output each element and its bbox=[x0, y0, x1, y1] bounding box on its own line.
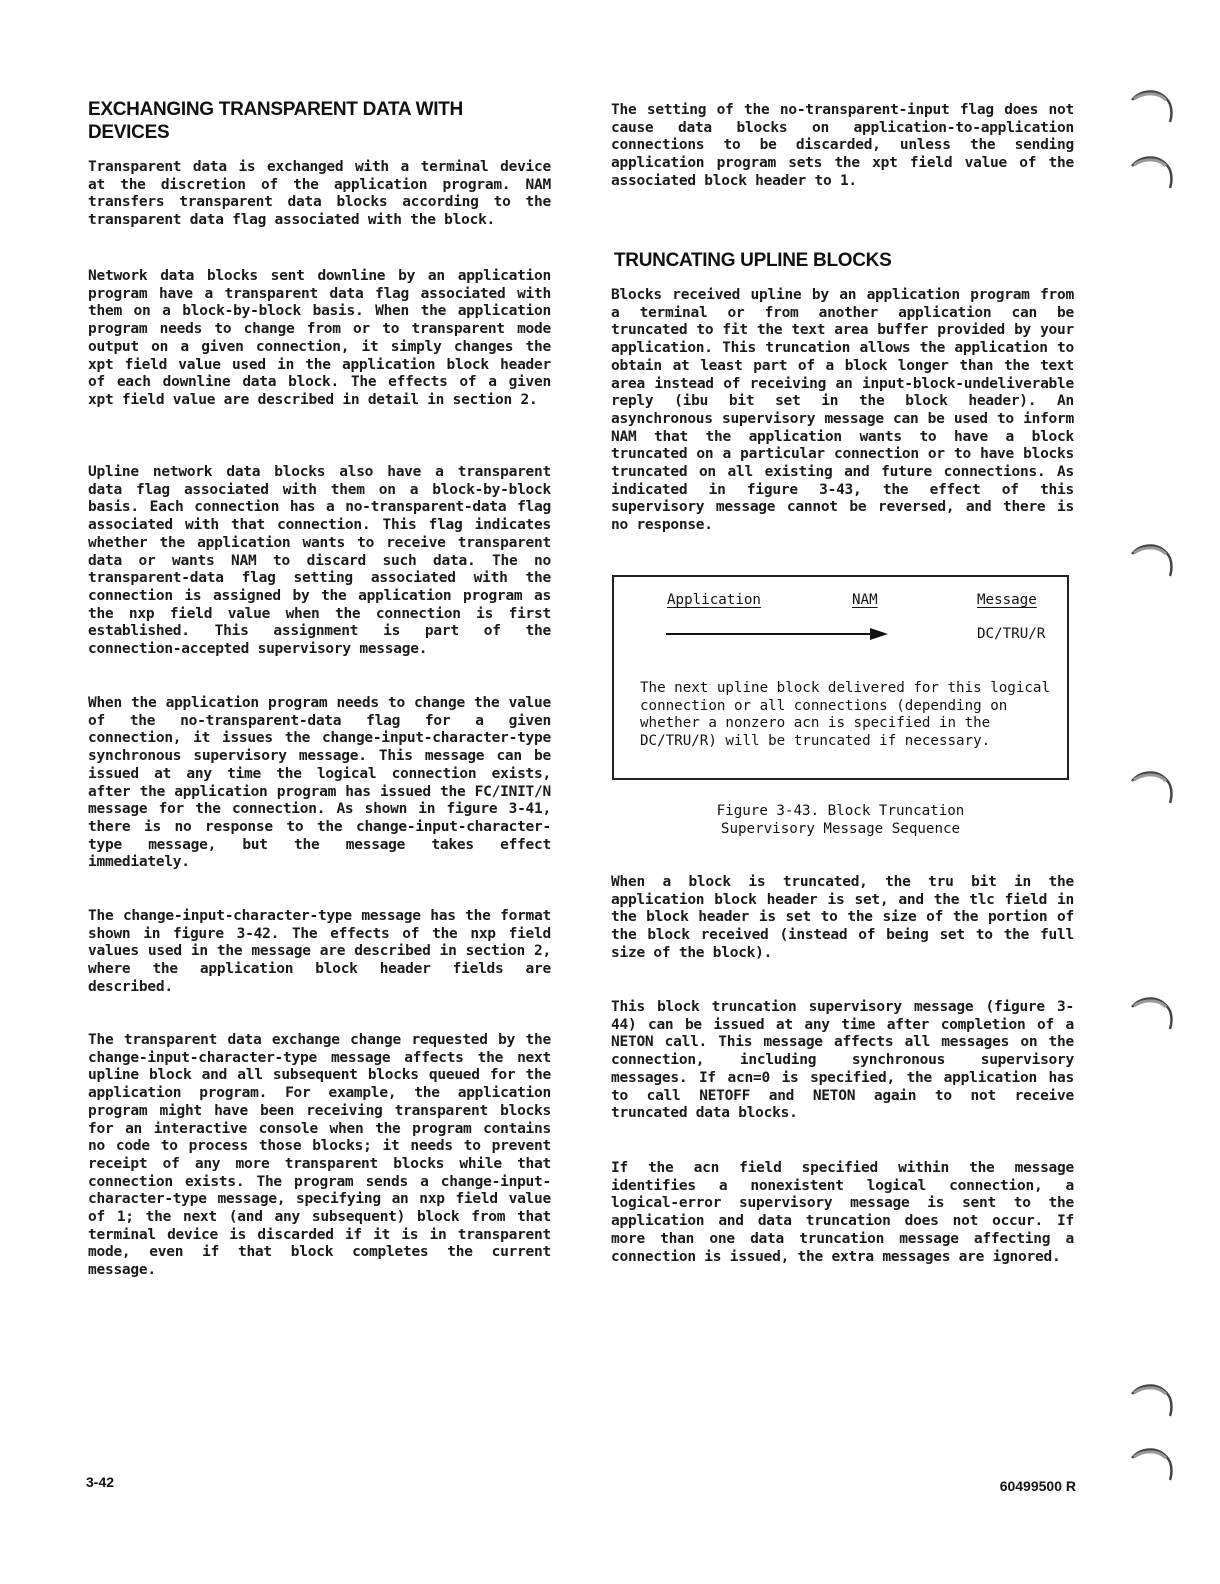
figure-column-message: Message bbox=[977, 592, 1037, 608]
binder-hole-icon bbox=[1130, 1380, 1176, 1420]
figure-caption-line-1: Figure 3-43. Block Truncation bbox=[716, 803, 965, 819]
left-paragraph-2: Network data blocks sent downline by an application program have a transparent data flag associated with them on a block-by-block basis. When the application program needs to change from or to transparent mode output on a given connection, it simply changes the xpt field value used in the application block header of each downline data block. The effects of a given xpt field value are described in detail in section 2. bbox=[88, 268, 551, 408]
binder-hole-icon bbox=[1130, 86, 1176, 126]
left-paragraph-4: When the application program needs to change the value of the no-transparent-data flag for a given connection, it issues the change-input-character-type synchronous supervisory message. This message can be issued at any time the logical connection exists, after the application program has issued the FC/INIT/N message for the connection. As shown in figure 3-41, there is no response to the change-input-character-type message, but the message takes effect immediately. bbox=[88, 695, 551, 871]
binder-hole-icon bbox=[1130, 540, 1176, 580]
figure-box bbox=[612, 575, 1069, 780]
figure-arrow-icon bbox=[666, 626, 888, 642]
figure-column-nam: NAM bbox=[852, 592, 878, 608]
binder-hole-icon bbox=[1130, 767, 1176, 807]
page-title: EXCHANGING TRANSPARENT DATA WITH DEVICES bbox=[88, 99, 463, 143]
right-paragraph-3: This block truncation supervisory message (figure 3-44) can be issued at any time after completion of a NETON call. This message affects all messages on the connection, including synchronous supervisory messages. If acn=0 is specified, the application has to call NETOFF and NETON again to not receive truncated data blocks. bbox=[611, 999, 1074, 1122]
binder-hole-icon bbox=[1130, 993, 1176, 1033]
figure-caption bbox=[612, 802, 1069, 838]
page-number: 3-42 bbox=[86, 1474, 115, 1490]
figure-description: The next upline block delivered for this logical connection or all connections (depending on whether a nonzero acn is specified in the DC/TRU/R) will be truncated if necessary. bbox=[640, 680, 1050, 749]
figure-message-code: DC/TRU/R bbox=[977, 626, 1046, 642]
figure-column-application: Application bbox=[667, 592, 761, 608]
left-paragraph-1: Transparent data is exchanged with a terminal device at the discretion of the application program. NAM transfers transparent data blocks according to the transparent data flag associated with the block. bbox=[88, 159, 551, 229]
right-paragraph-1: Blocks received upline by an application program from a terminal or from another application can be truncated to fit the text area buffer provided by your application. This truncation allows the application to obtain at least part of a block longer than the text area instead of receiving an input-block-undeliverable reply (ibu bit set in the block header). An asynchronous supervisory message can be used to inform NAM that the application wants to have a block truncated on a particular connection or to have blocks truncated on all existing and future connections. As indicated in figure 3-43, the effect of this supervisory message cannot be reversed, and there is no response. bbox=[611, 287, 1074, 534]
left-paragraph-6: The transparent data exchange change requested by the change-input-character-type message affects the next upline block and all subsequent blocks queued for the application program. For example, the application program might have been receiving transparent blocks for an interactive console when the program contains no code to process those blocks; it needs to prevent receipt of any more transparent blocks while that connection exists. The program sends a change-input-character-type message, specifying an nxp field value of 1; the next (and any subsequent) block from that terminal device is discarded if it is in transparent mode, even if that block completes the current message. bbox=[88, 1032, 551, 1279]
left-paragraph-5: The change-input-character-type message has the format shown in figure 3-42. The effects of the nxp field values used in the message are described in section 2, where the application block header fields are described. bbox=[88, 908, 551, 995]
section-title: TRUNCATING UPLINE BLOCKS bbox=[614, 250, 892, 271]
figure-caption-line-2: Supervisory Message Sequence bbox=[720, 821, 961, 837]
right-paragraph-4: If the acn field specified within the message identifies a nonexistent logical connection, a logical-error supervisory message is sent to the application and data truncation does not occur. If more than one data truncation message affecting a connection is issued, the extra messages are ignored. bbox=[611, 1160, 1074, 1265]
right-paragraph-2: When a block is truncated, the tru bit in the application block header is set, and the tlc field in the block header is set to the size of the portion of the block received (instead of being set to the full size of the block). bbox=[611, 874, 1074, 961]
right-intro-paragraph: The setting of the no-transparent-input flag does not cause data blocks on application-to-application connections to be discarded, unless the sending application program sets the xpt field value of the associated block header to 1. bbox=[611, 102, 1074, 189]
binder-hole-icon bbox=[1130, 152, 1176, 192]
left-paragraph-3: Upline network data blocks also have a transparent data flag associated with them on a block-by-block basis. Each connection has a no-transparent-data flag associated with that connection. This flag indicates whether the application wants to receive transparent data or wants NAM to discard such data. The no transparent-data flag setting associated with the connection is assigned by the application program as the nxp field value when the connection is first established. This assignment is part of the connection-accepted supervisory message. bbox=[88, 464, 551, 658]
document-number: 60499500 R bbox=[999, 1478, 1076, 1494]
binder-hole-icon bbox=[1130, 1444, 1176, 1484]
